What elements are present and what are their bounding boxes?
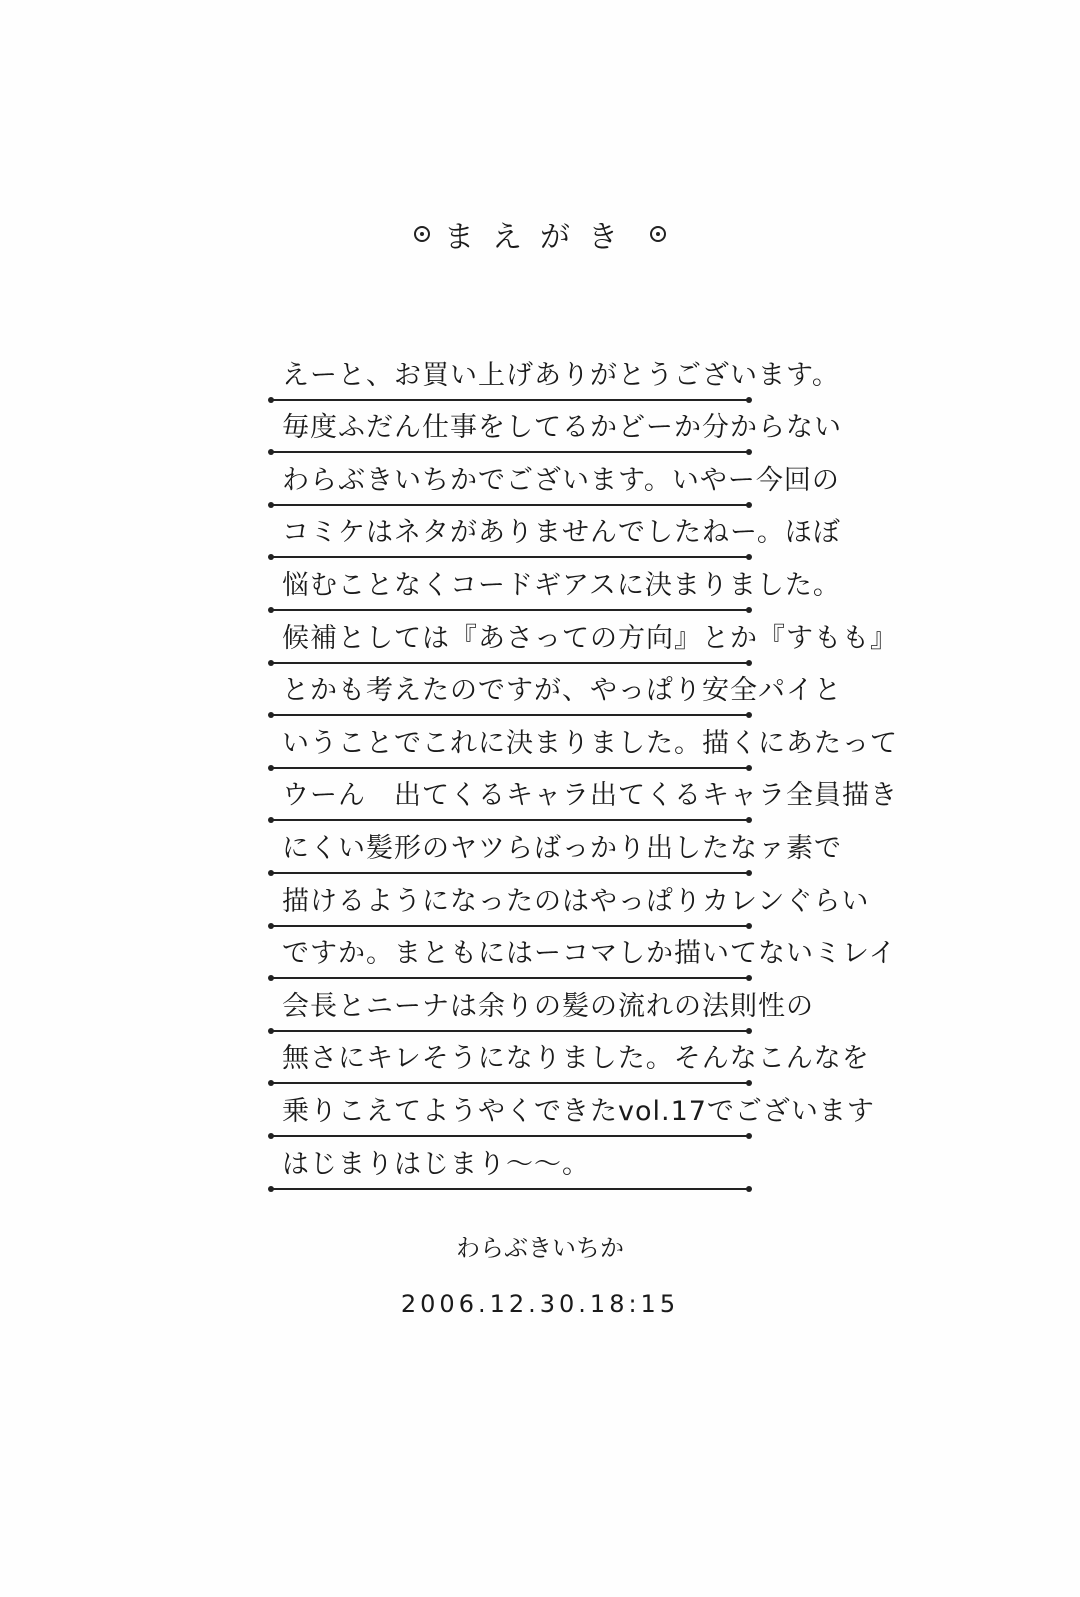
line-text: いうことでこれに決まりました。描くにあたって	[282, 727, 898, 759]
text-line	[270, 821, 842, 874]
line-text: ですか。まともにはーコマしか描いてないミレイ	[282, 938, 897, 970]
line-text: にくい髪形のヤツらばっかり出したなァ素で	[282, 832, 842, 864]
line-text: 毎度ふだん仕事をしてるかどーか分からない	[282, 412, 842, 444]
line-text: えーと、お買い上げありがとうございます。	[282, 359, 840, 391]
text-line	[270, 664, 842, 717]
circle-dot-icon	[414, 226, 430, 242]
circle-dot-icon	[650, 226, 666, 242]
line-text: ウーん 出てくるキャラ出てくるキャラ全員描き	[282, 780, 898, 812]
line-text: 悩むことなくコードギアスに決まりました。	[282, 569, 841, 601]
ruled-line	[270, 1188, 750, 1190]
text-line	[270, 1084, 875, 1137]
text-line	[270, 716, 898, 769]
text-line	[270, 348, 840, 401]
title-text: まえがき	[444, 220, 636, 255]
text-line	[270, 558, 841, 611]
page-title	[0, 212, 1080, 256]
line-text: 会長とニーナは余りの髪の流れの法則性の	[282, 990, 814, 1022]
text-line	[270, 769, 898, 822]
line-text: 候補としては『あさっての方向』とか『すもも』	[282, 622, 898, 654]
text-line	[270, 611, 898, 664]
text-line	[270, 1032, 870, 1085]
author-signature: わらぶきいちか	[456, 1234, 624, 1262]
text-line	[270, 401, 842, 454]
text-line	[270, 927, 897, 980]
line-text: わらぶきいちかでございます。いやー今回の	[282, 464, 840, 496]
text-line	[270, 453, 840, 506]
line-text: はじまりはじまり～～。	[282, 1148, 590, 1180]
line-text: 描けるようになったのはやっぱりカレンぐらい	[282, 885, 870, 917]
text-line	[270, 979, 814, 1032]
line-text: とかも考えたのですが、やっぱり安全パイと	[282, 675, 842, 707]
line-text: 無さにキレそうになりました。そんなこんなを	[282, 1043, 870, 1075]
handwritten-lines	[270, 348, 898, 1190]
date-stamp: 2006.12.30.18:15	[400, 1290, 680, 1318]
text-line	[270, 874, 870, 927]
text-line	[270, 1137, 750, 1190]
line-text: 乗りこえてようやくできたvol.17でございます	[282, 1095, 875, 1127]
line-text: コミケはネタがありませんでしたねー。ほぼ	[282, 517, 841, 549]
text-line	[270, 506, 841, 559]
